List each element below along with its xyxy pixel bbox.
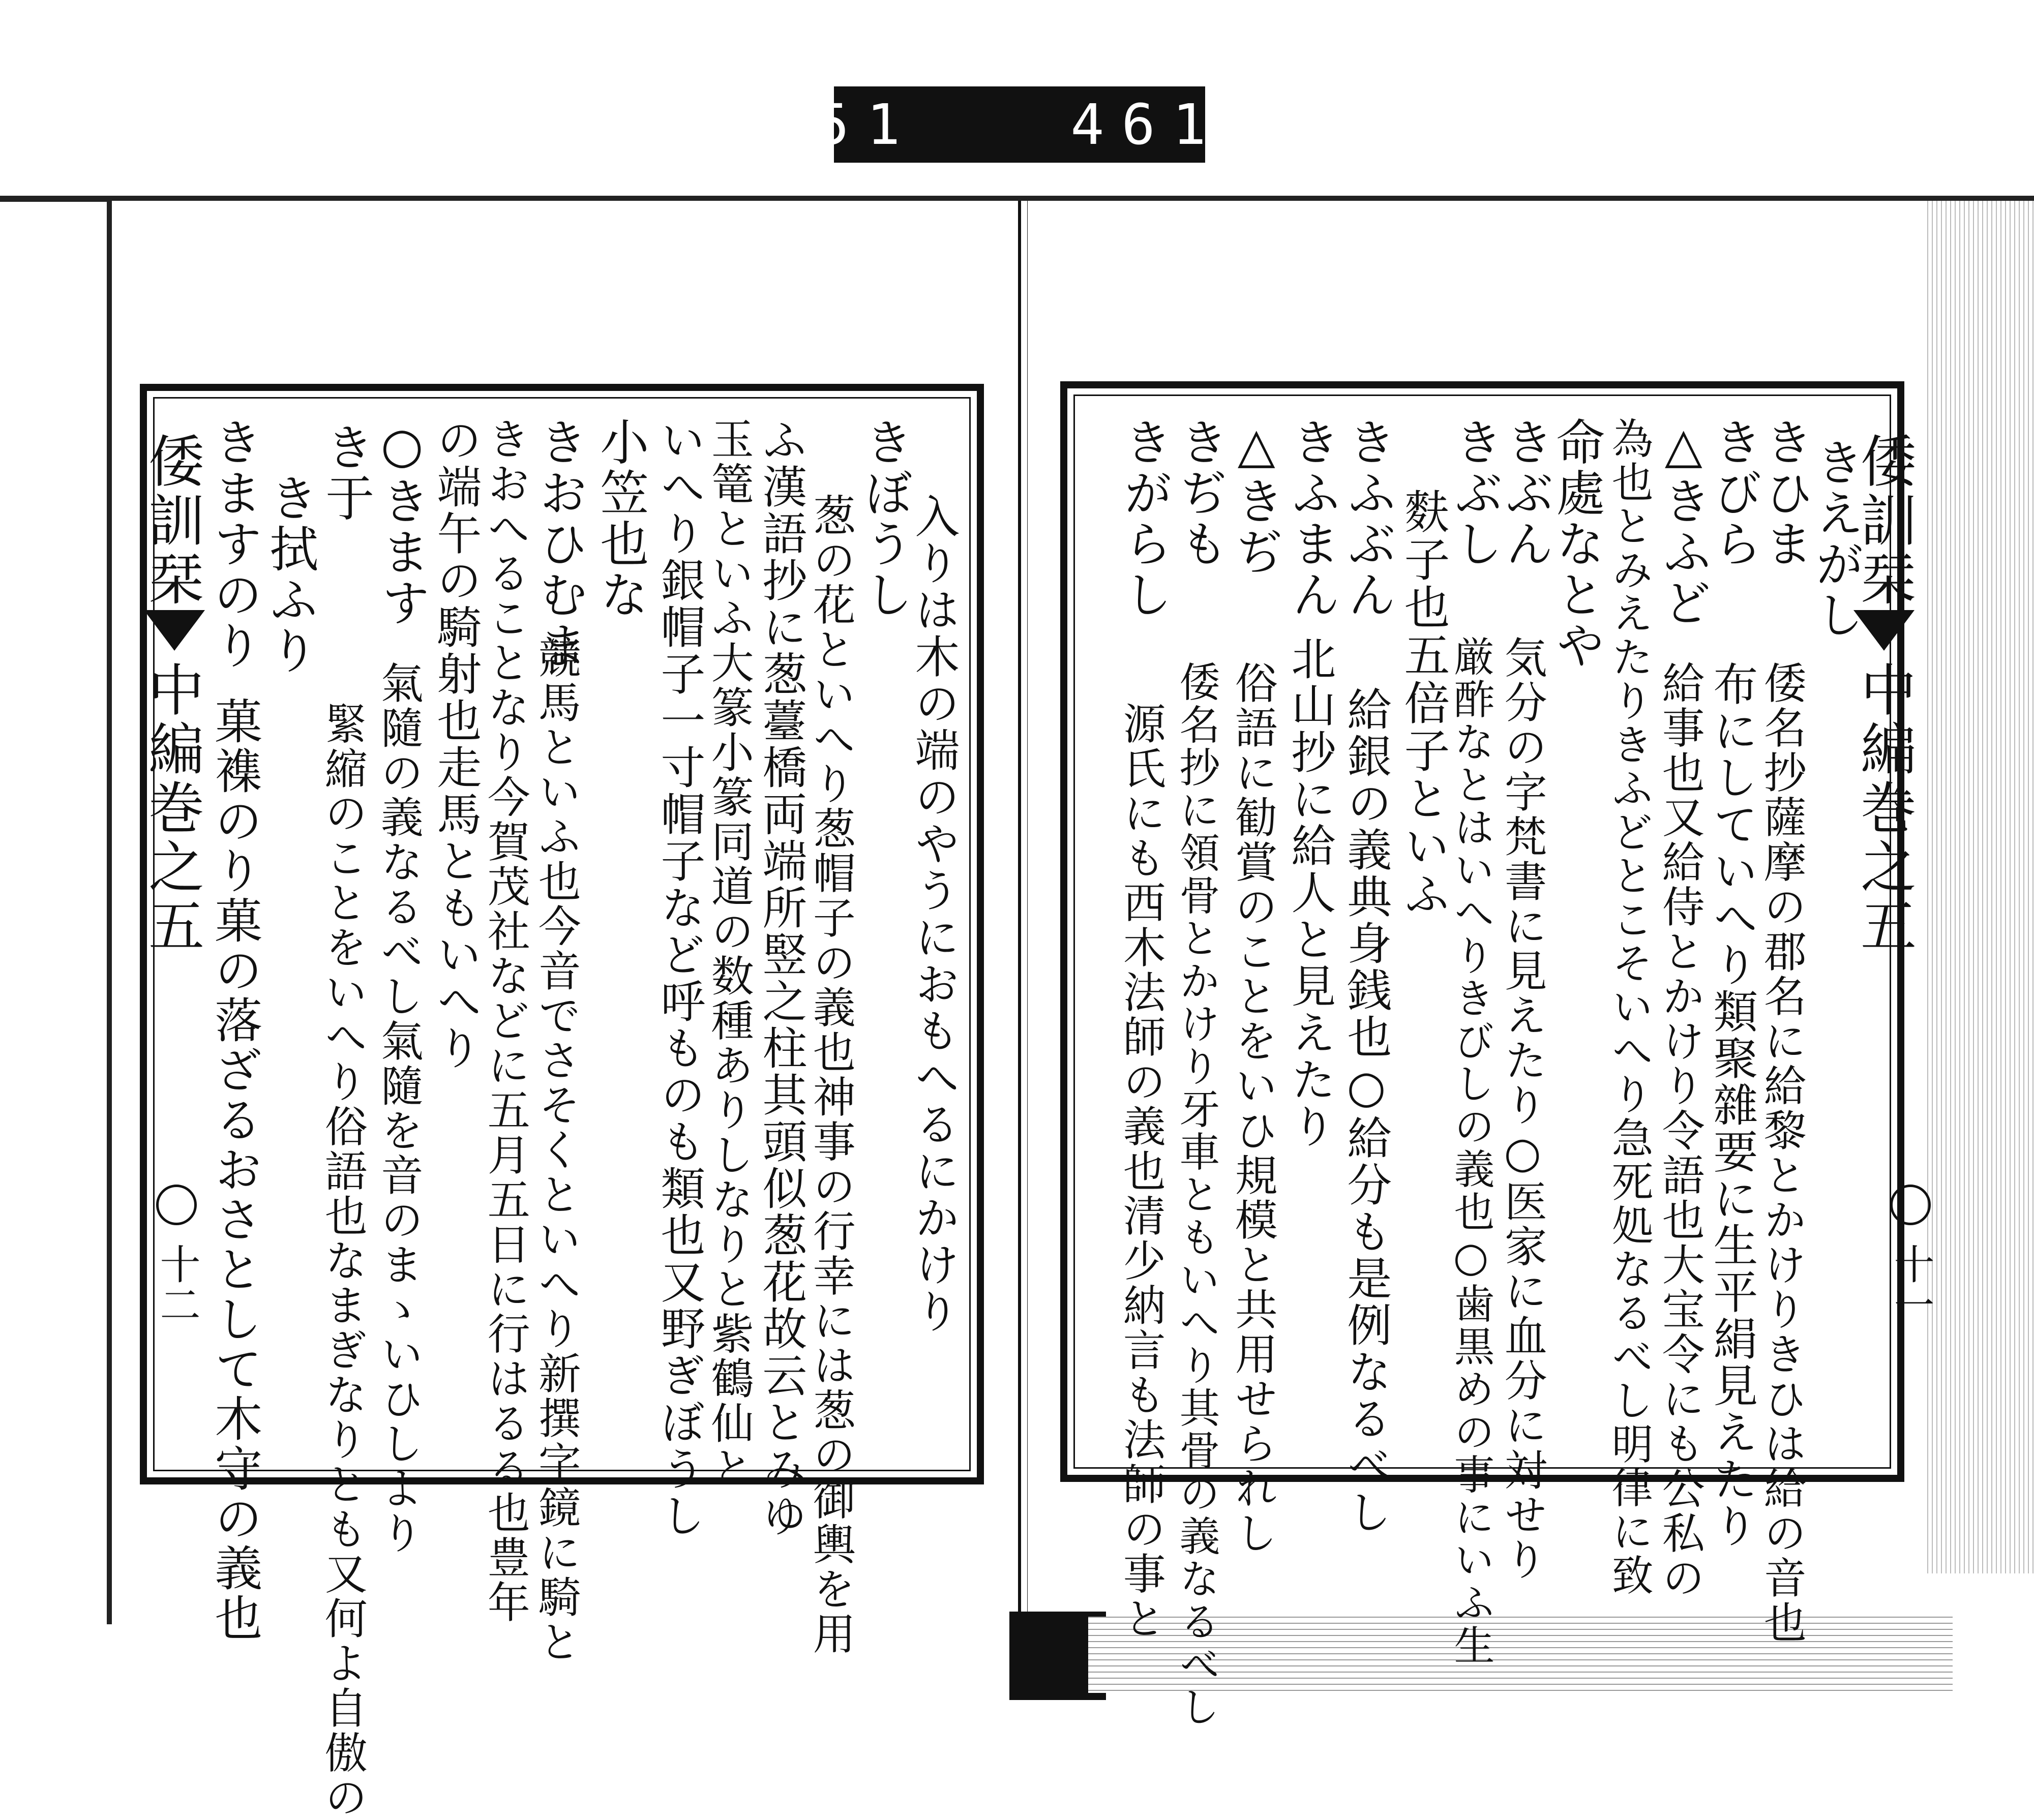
left-spine-title: 倭訓栞 — [139, 432, 204, 609]
left-col-4: 玉篭といふ大篆小篆同道の数種ありしなりと紫鶴仙と — [704, 417, 755, 1491]
left-col-2: 葱の花といへり葱帽子の義也神事の行幸には葱の御輿を用 — [806, 493, 856, 1656]
right-col-15: 給銀の義典身銭也○給分も是例なるべし — [1340, 686, 1393, 1536]
right-col-13: 麩子也五倍子といふ — [1396, 488, 1450, 918]
left-col-9: きおへることなり今賀茂社などに五月五日に行はるる也豊年 — [481, 417, 531, 1625]
left-page-number-text: 十二 — [153, 1243, 200, 1325]
right-col-5: △きふど — [1655, 417, 1712, 628]
left-col-16: きますのり — [205, 417, 263, 671]
right-col-4: 布にしていへり類聚雜要に生平絹見えたり — [1706, 661, 1759, 1550]
right-col-18: △きぢ — [1228, 417, 1285, 578]
right-col-8: 命處なとや — [1548, 417, 1605, 671]
left-col-8: 競馬といふ也今音でさそくといへり新撰字鏡に騎と — [531, 635, 582, 1664]
call-number-part2: 461. — [1070, 92, 1275, 157]
call-number-label — [764, 86, 1275, 163]
left-col-12: き于 — [317, 422, 375, 524]
right-col-20: きぢも — [1172, 417, 1229, 569]
left-col-1: きぼうし — [856, 417, 914, 620]
left-col-13: 氣隨の義なるべし氣隨を音のまゝいひしより — [374, 661, 424, 1556]
call-number-part1: 551 — [764, 92, 918, 157]
right-col-16: きふまん — [1283, 417, 1341, 620]
right-col-6: 給事也又給侍とかけり令語也大宝令にも公私の — [1655, 661, 1706, 1600]
right-spine-title: 倭訓栞 — [1851, 432, 1917, 609]
left-col-10: の端午の騎射也走馬ともいへり — [430, 417, 483, 1072]
right-col-10: 気分の字梵書に見えたり○医家に血分に対せり — [1498, 635, 1548, 1582]
book-gutter — [1012, 201, 1027, 1700]
left-col-3: ふ漢語抄に葱薹橋両端所竪之柱其頭似葱花故云とみゆ — [755, 417, 808, 1539]
left-spine-section: 中編巻之五 — [139, 661, 204, 956]
right-page-number-text: 十一 — [1887, 1243, 1934, 1325]
left-col-15: き拭ふり — [261, 473, 319, 676]
right-col-23: 源氏にも西木法師の義也清少納言も法師の事と — [1116, 702, 1166, 1641]
left-col-0: 入りは木の端のやうにおもへるにかけり — [908, 493, 961, 1335]
right-col-14: きふぶん — [1339, 417, 1397, 620]
right-spine-section: 中編巻之五 — [1851, 661, 1917, 956]
right-col-12: 厳酢なとはいへりきびしの義也○歯黒めの事にいふ生 — [1447, 635, 1494, 1667]
right-col-7: 為也とみえたりきふどとこそいへり急死処なるべし明律に致 — [1605, 417, 1654, 1597]
right-col-19: 俗語に勧賞のことをいひ規模と共用せられし — [1228, 661, 1278, 1556]
right-col-9: きぶん — [1497, 417, 1554, 569]
left-col-17: 菓襍のり菓の落ざるおさとして木守の義也 — [206, 696, 262, 1643]
right-col-1: きひま — [1756, 417, 1814, 569]
left-col-14: 緊縮のことをいへり俗語也なまぎなりとも又何よ自傲の — [318, 702, 368, 1820]
page-edges — [1927, 201, 2034, 1573]
left-col-7: きおひむま — [531, 417, 588, 671]
left-col-11: ○きます — [373, 417, 431, 628]
right-col-17: 北山抄に給人と見えたり — [1284, 635, 1337, 1150]
right-col-22: きがらし — [1116, 417, 1173, 620]
right-col-0: きえがし — [1807, 437, 1865, 641]
left-col-6: 小笠也な — [592, 417, 649, 620]
right-col-11: きぶし — [1446, 417, 1504, 569]
left-col-5: いへり銀帽子一寸帽子など呼ものも類也又野ぎぼうし — [653, 417, 706, 1539]
right-col-21: 倭名抄に領骨とかけり牙車ともいへり其骨の義なるべし — [1173, 661, 1220, 1728]
right-col-2: 倭名抄薩摩の郡名に給黎とかけりきひは給の音也 — [1757, 661, 1807, 1645]
right-col-3: きびら — [1706, 417, 1763, 569]
